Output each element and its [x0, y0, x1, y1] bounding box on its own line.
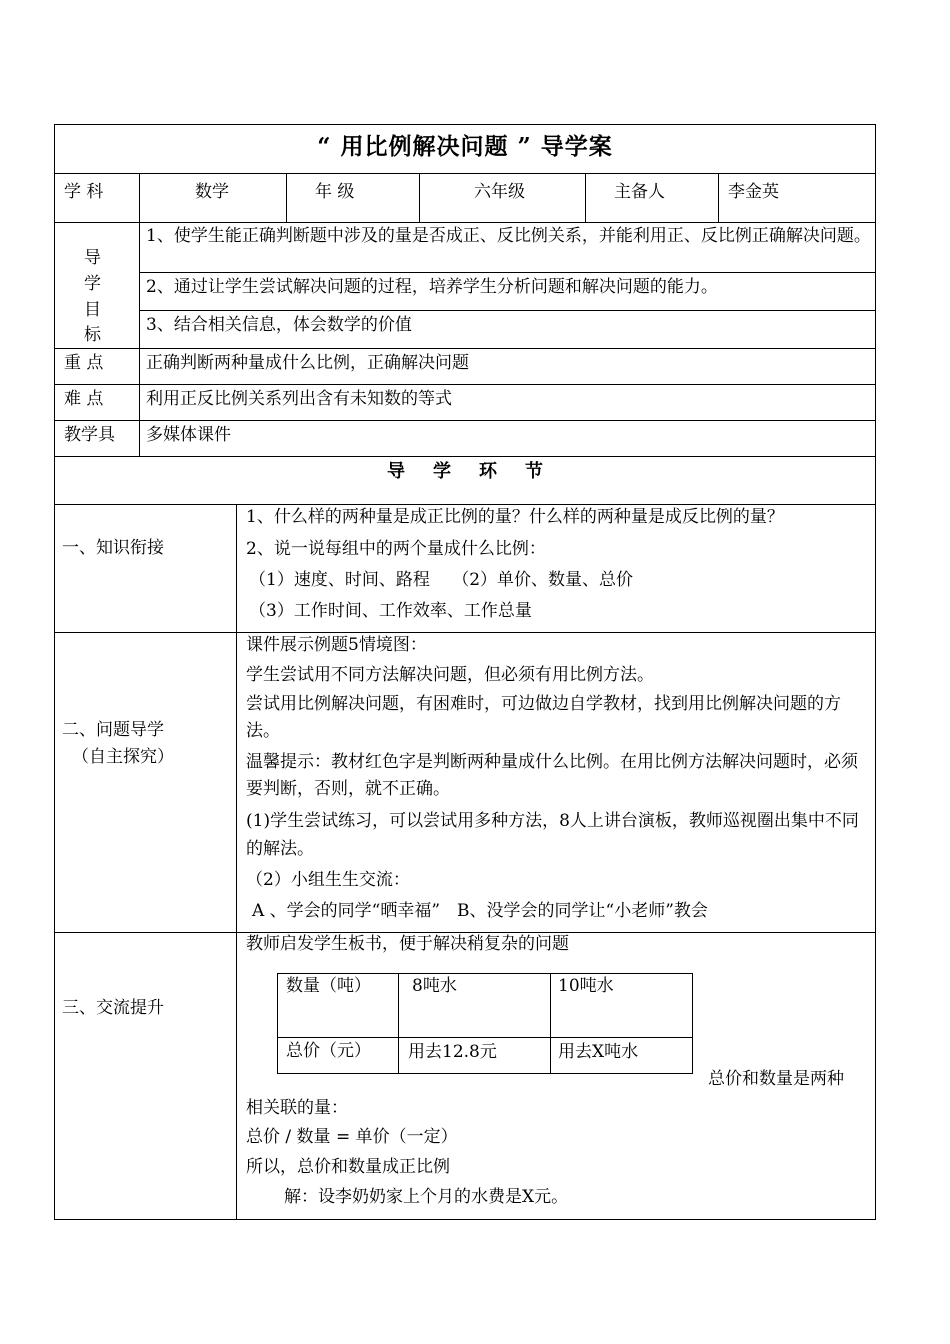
goals-label-char: 导: [84, 248, 101, 268]
key-point-value: 正确判断两种量成什么比例，正确解决问题: [146, 353, 469, 373]
preparer-value: 李金英: [728, 182, 779, 202]
section3-label: 三、交流提升: [62, 998, 164, 1018]
section1-label: 一、知识衔接: [62, 538, 164, 558]
col-divider: [419, 173, 420, 222]
tools-label: 教学具: [64, 425, 115, 445]
section2-paragraph: 温馨提示：教材红色字是判断两种量成什么比例。在用比例方法解决问题时，必须要判断，否则，就不正确。: [246, 752, 858, 799]
row-divider: [54, 632, 876, 633]
table-cell: 8吨水: [412, 976, 457, 996]
section2-paragraph: 课件展示例题5情境图：: [246, 635, 427, 655]
section3-line: 所以，总价和数量成正比例: [246, 1157, 450, 1177]
section2-label: 二、问题导学: [62, 720, 164, 740]
row-divider: [54, 173, 876, 174]
section1-line: 2、说一说每组中的两个量成什么比例：: [246, 539, 546, 559]
col-divider: [236, 504, 237, 1220]
goals-label-char: 标: [84, 325, 101, 345]
row-divider: [54, 384, 876, 385]
row-divider: [54, 420, 876, 421]
row-divider: [139, 272, 876, 273]
subject-label: 学 科: [64, 182, 104, 202]
col-divider: [139, 173, 140, 456]
difficulty-label: 难 点: [64, 389, 104, 409]
section1-line: （3）工作时间、工作效率、工作总量: [249, 601, 532, 621]
goal-item: 3、结合相关信息，体会数学的价值: [146, 315, 412, 335]
table-cell: 总价（元）: [286, 1041, 371, 1061]
goals-label-char: 目: [84, 300, 101, 320]
col-divider: [718, 173, 719, 222]
page-title: “ 用比例解决问题 ” 导学案: [317, 133, 613, 160]
section-header: 导学环节: [387, 461, 571, 482]
section2-paragraph: （2）小组生生交流：: [246, 870, 410, 890]
section1-line: （1）速度、时间、路程 （2）单价、数量、总价: [249, 570, 634, 590]
row-divider: [54, 222, 876, 223]
row-divider: [139, 310, 876, 311]
section3-side-note: 总价和数量是两种: [708, 1069, 844, 1089]
section3-line: 相关联的量：: [246, 1098, 348, 1118]
row-divider: [54, 456, 876, 457]
row-divider: [54, 348, 876, 349]
subject-value: 数学: [195, 182, 229, 202]
goal-item: 2、通过让学生尝试解决问题的过程，培养学生分析问题和解决问题的能力。: [146, 277, 718, 297]
table-col-divider: [398, 973, 399, 1074]
table-cell: 用去12.8元: [408, 1042, 497, 1062]
section3-intro: 教师启发学生板书，便于解决稍复杂的问题: [246, 934, 569, 954]
difficulty-value: 利用正反比例关系列出含有未知数的等式: [146, 389, 452, 409]
section1-line: 1、什么样的两种量是成正比例的量？什么样的两种量是成反比例的量？: [246, 507, 784, 527]
section2-paragraph: (1)学生尝试练习，可以尝试用多种方法，8人上讲台演板，教师巡视圈出集中不同的解法。: [246, 811, 859, 859]
preparer-label: 主备人: [614, 182, 665, 202]
goals-label-char: 学: [84, 274, 101, 294]
key-point-label: 重 点: [64, 353, 104, 373]
grade-label: 年 级: [315, 182, 355, 202]
goal-item: 1、使学生能正确判断题中涉及的量是否成正、反比例关系，并能利用正、反比例正确解决问题。: [146, 226, 871, 246]
section2-paragraph: 尝试用比例解决问题，有困难时，可边做边自学教材，找到用比例解决问题的方法。: [246, 694, 841, 741]
section3-line: 总价 / 数量 = 单价（一定）: [246, 1127, 458, 1147]
section2-paragraph: A 、学会的同学“晒幸福” B、没学会的同学让“小老师”教会: [252, 901, 708, 921]
table-cell: 用去X吨水: [558, 1042, 639, 1062]
table-col-divider: [550, 973, 551, 1074]
section2-paragraph: 学生尝试用不同方法解决问题，但必须有用比例方法。: [246, 665, 654, 685]
grade-value: 六年级: [474, 182, 525, 202]
table-cell: 10吨水: [558, 976, 614, 996]
tools-value: 多媒体课件: [146, 425, 231, 445]
col-divider: [585, 173, 586, 222]
table-cell: 数量（吨）: [286, 976, 371, 996]
section3-line: 解：设李奶奶家上个月的水费是X元。: [284, 1187, 569, 1207]
col-divider: [286, 173, 287, 222]
section2-sublabel: （自主探究）: [72, 747, 174, 767]
